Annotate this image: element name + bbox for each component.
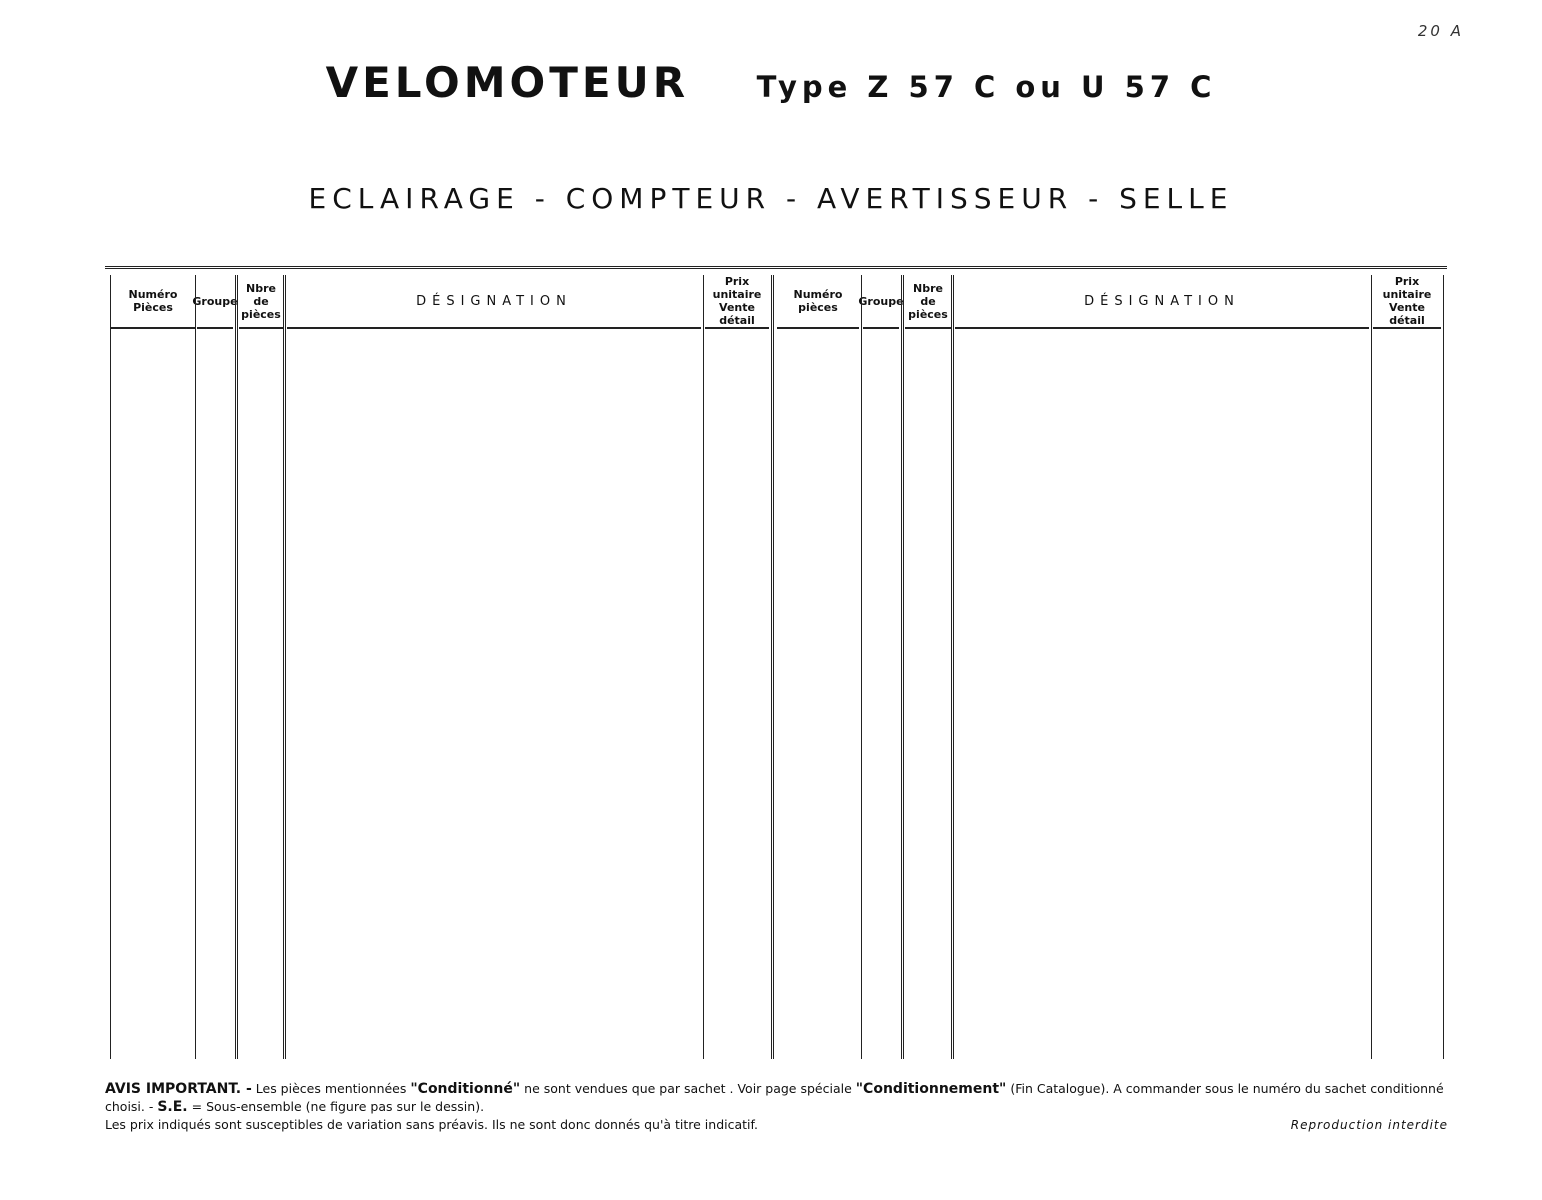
table-header — [105, 275, 1447, 327]
column-rule — [1443, 275, 1444, 1059]
column-rule — [771, 275, 774, 1059]
column-rule — [195, 275, 196, 1059]
header-nbre-left: Nbre de pièces — [239, 275, 283, 329]
header-designation-left: DÉSIGNATION — [287, 275, 701, 329]
header-designation-right: DÉSIGNATION — [955, 275, 1369, 329]
header-prix-right: Prix unitaire Vente détail — [1373, 275, 1441, 329]
column-rule — [861, 275, 862, 1059]
page-title — [0, 58, 1542, 107]
column-rule — [235, 275, 238, 1059]
avis-cond: "Conditionné" — [410, 1081, 521, 1097]
column-rule — [951, 275, 954, 1059]
header-groupe-left: Groupe — [197, 275, 233, 329]
column-rule — [110, 275, 111, 1059]
column-rule — [283, 275, 286, 1059]
se-label: S.E. — [157, 1099, 188, 1115]
header-nbre-right: Nbre de pièces — [905, 275, 951, 329]
avis-text-1: Les pièces mentionnées — [255, 1081, 407, 1096]
title-main: VELOMOTEUR — [325, 58, 690, 107]
section-subtitle: ECLAIRAGE - COMPTEUR - AVERTISSEUR - SELLE — [308, 182, 1234, 215]
title-type: Type Z 57 C ou U 57 C — [756, 70, 1217, 104]
header-groupe-right: Groupe — [863, 275, 899, 329]
column-rule — [1371, 275, 1372, 1059]
column-rule — [901, 275, 904, 1059]
avis-label: AVIS IMPORTANT. - — [105, 1081, 252, 1097]
column-rule — [703, 275, 704, 1059]
avis-text-3: (Fin Catalogue). A commander sous le numéro du sachet conditionné choisi. - — [105, 1081, 1444, 1114]
page-number: 20 A — [1417, 22, 1464, 40]
avis-cond2: "Conditionnement" — [855, 1081, 1007, 1097]
header-prix-left: Prix unitaire Vente détail — [705, 275, 769, 329]
prix-note: Les prix indiqués sont susceptibles de variation sans préavis. Ils ne sont donc donnés qu'à titre indicatif. — [105, 1117, 758, 1132]
se-text: = Sous-ensemble (ne figure pas sur le dessin). — [191, 1099, 485, 1114]
avis-text-2: ne sont vendues que par sachet . Voir page spéciale — [524, 1081, 852, 1096]
header-numero-left: Numéro Pièces — [111, 275, 195, 329]
reproduction-notice: Reproduction interdite — [1290, 1118, 1448, 1132]
parts-table — [105, 266, 1447, 1059]
footer-notice — [105, 1080, 1450, 1134]
header-numero-right: Numéro pièces — [777, 275, 859, 329]
